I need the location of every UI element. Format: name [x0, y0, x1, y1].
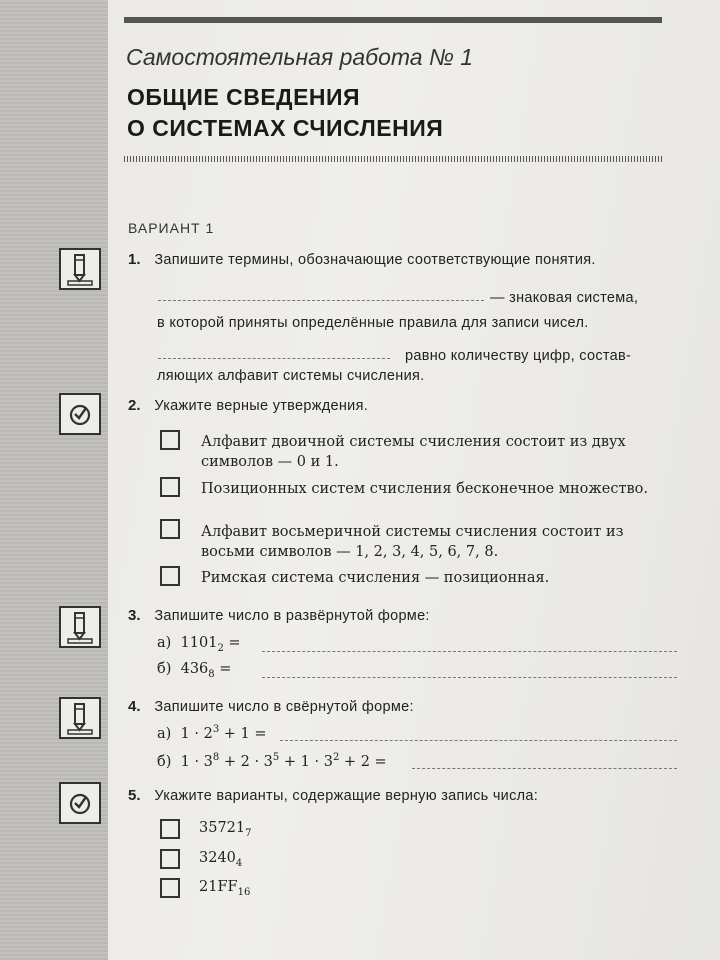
- check-circle-icon: [59, 393, 101, 435]
- base: 8: [208, 669, 215, 680]
- checkbox-q5-option-2[interactable]: [160, 849, 180, 869]
- pen-write-icon: [59, 606, 101, 648]
- checkbox-q2-option-2[interactable]: [160, 477, 180, 497]
- header-divider: [124, 156, 662, 162]
- pen-write-icon: [59, 697, 101, 739]
- q5-option-2: [199, 850, 242, 869]
- q1-line2-continuation: ляющих алфавит системы счисления.: [157, 368, 425, 384]
- answer-line-q4b[interactable]: [412, 768, 677, 769]
- q1-line1-suffix: — знаковая система,: [490, 290, 639, 306]
- question-1: [128, 251, 596, 268]
- q2-option-4-text: Римская система счисления — позиционная.: [201, 570, 550, 586]
- q5-option-1: [199, 820, 252, 839]
- answer-line-q4a[interactable]: [280, 740, 677, 741]
- q1-line2-suffix: равно количеству цифр, состав-: [405, 348, 632, 364]
- checkbox-q5-option-3[interactable]: [160, 878, 180, 898]
- item-label: б): [157, 754, 172, 770]
- number: 21FF: [199, 879, 238, 895]
- worksheet-subtitle: Самостоятельная работа № 1: [126, 44, 474, 70]
- number: 436: [180, 661, 209, 677]
- top-bar: [124, 17, 662, 23]
- checkbox-q2-option-4[interactable]: [160, 566, 180, 586]
- question-text: Запишите число в свёрнутой форме:: [154, 699, 414, 715]
- question-number: 5.: [128, 787, 141, 804]
- base: 2: [217, 643, 224, 654]
- item-label: б): [157, 661, 172, 677]
- base: 4: [235, 858, 243, 869]
- question-number: 2.: [128, 397, 141, 414]
- question-3: [128, 607, 430, 624]
- q5-option-3: [199, 879, 250, 898]
- checkbox-q2-option-1[interactable]: [160, 430, 180, 450]
- item-label: а): [157, 635, 172, 651]
- question-2: [128, 397, 368, 414]
- question-5: [128, 787, 538, 804]
- q3-item-a: [157, 635, 241, 654]
- variant-label: ВАРИАНТ 1: [128, 220, 215, 236]
- worksheet-title: [127, 82, 443, 144]
- question-text: Укажите верные утверждения.: [154, 398, 369, 414]
- equals-sign: =: [219, 661, 232, 677]
- equals-sign: =: [228, 635, 241, 651]
- check-circle-icon: [59, 782, 101, 824]
- q2-option-2-text: Позиционных систем счисления бесконечное множество.: [201, 481, 648, 497]
- question-text: Запишите термины, обозначающие соответствующие понятия.: [154, 252, 596, 268]
- question-text: Укажите варианты, содержащие верную запись числа:: [154, 788, 539, 804]
- checkbox-q2-option-3[interactable]: [160, 519, 180, 539]
- answer-line-2[interactable]: [158, 358, 390, 359]
- question-text: Запишите число в развёрнутой форме:: [154, 608, 430, 624]
- number: 3240: [199, 850, 236, 866]
- q2-option-1-text: Алфавит двоичной системы счисления состоит из двух символов — 0 и 1.: [201, 434, 626, 470]
- question-4: [128, 698, 414, 715]
- checkbox-q5-option-1[interactable]: [160, 819, 180, 839]
- title-line-1: ОБЩИЕ СВЕДЕНИЯ: [127, 84, 361, 110]
- answer-line-q3b[interactable]: [262, 677, 677, 678]
- number: 1101: [180, 635, 218, 651]
- base: 16: [237, 887, 251, 898]
- q4-item-b: б) $1 \cdot 3^8 + 2 \cdot 3^5 + 1 \cdot 3^2 + 2$ =: [157, 752, 387, 770]
- item-label: а): [157, 726, 172, 742]
- base: 7: [245, 828, 252, 839]
- q1-line1-continuation: в которой приняты определённые правила для записи чисел.: [157, 315, 589, 331]
- title-line-2: О СИСТЕМАХ СЧИСЛЕНИЯ: [127, 115, 444, 141]
- question-number: 1.: [128, 251, 141, 268]
- answer-line-q3a[interactable]: [262, 651, 677, 652]
- question-number: 3.: [128, 607, 141, 624]
- q4-item-a: а) $1 \cdot 2^3 + 1$ =: [157, 724, 267, 742]
- pen-write-icon: [59, 248, 101, 290]
- q3-item-b: [157, 661, 231, 680]
- answer-line-1[interactable]: [158, 300, 484, 301]
- question-number: 4.: [128, 698, 141, 715]
- number: 35721: [199, 820, 246, 836]
- q2-option-3-text: Алфавит восьмеричной системы счисления состоит из восьми символов — 1, 2, 3, 4, 5, 6, 7, 8.: [201, 524, 624, 560]
